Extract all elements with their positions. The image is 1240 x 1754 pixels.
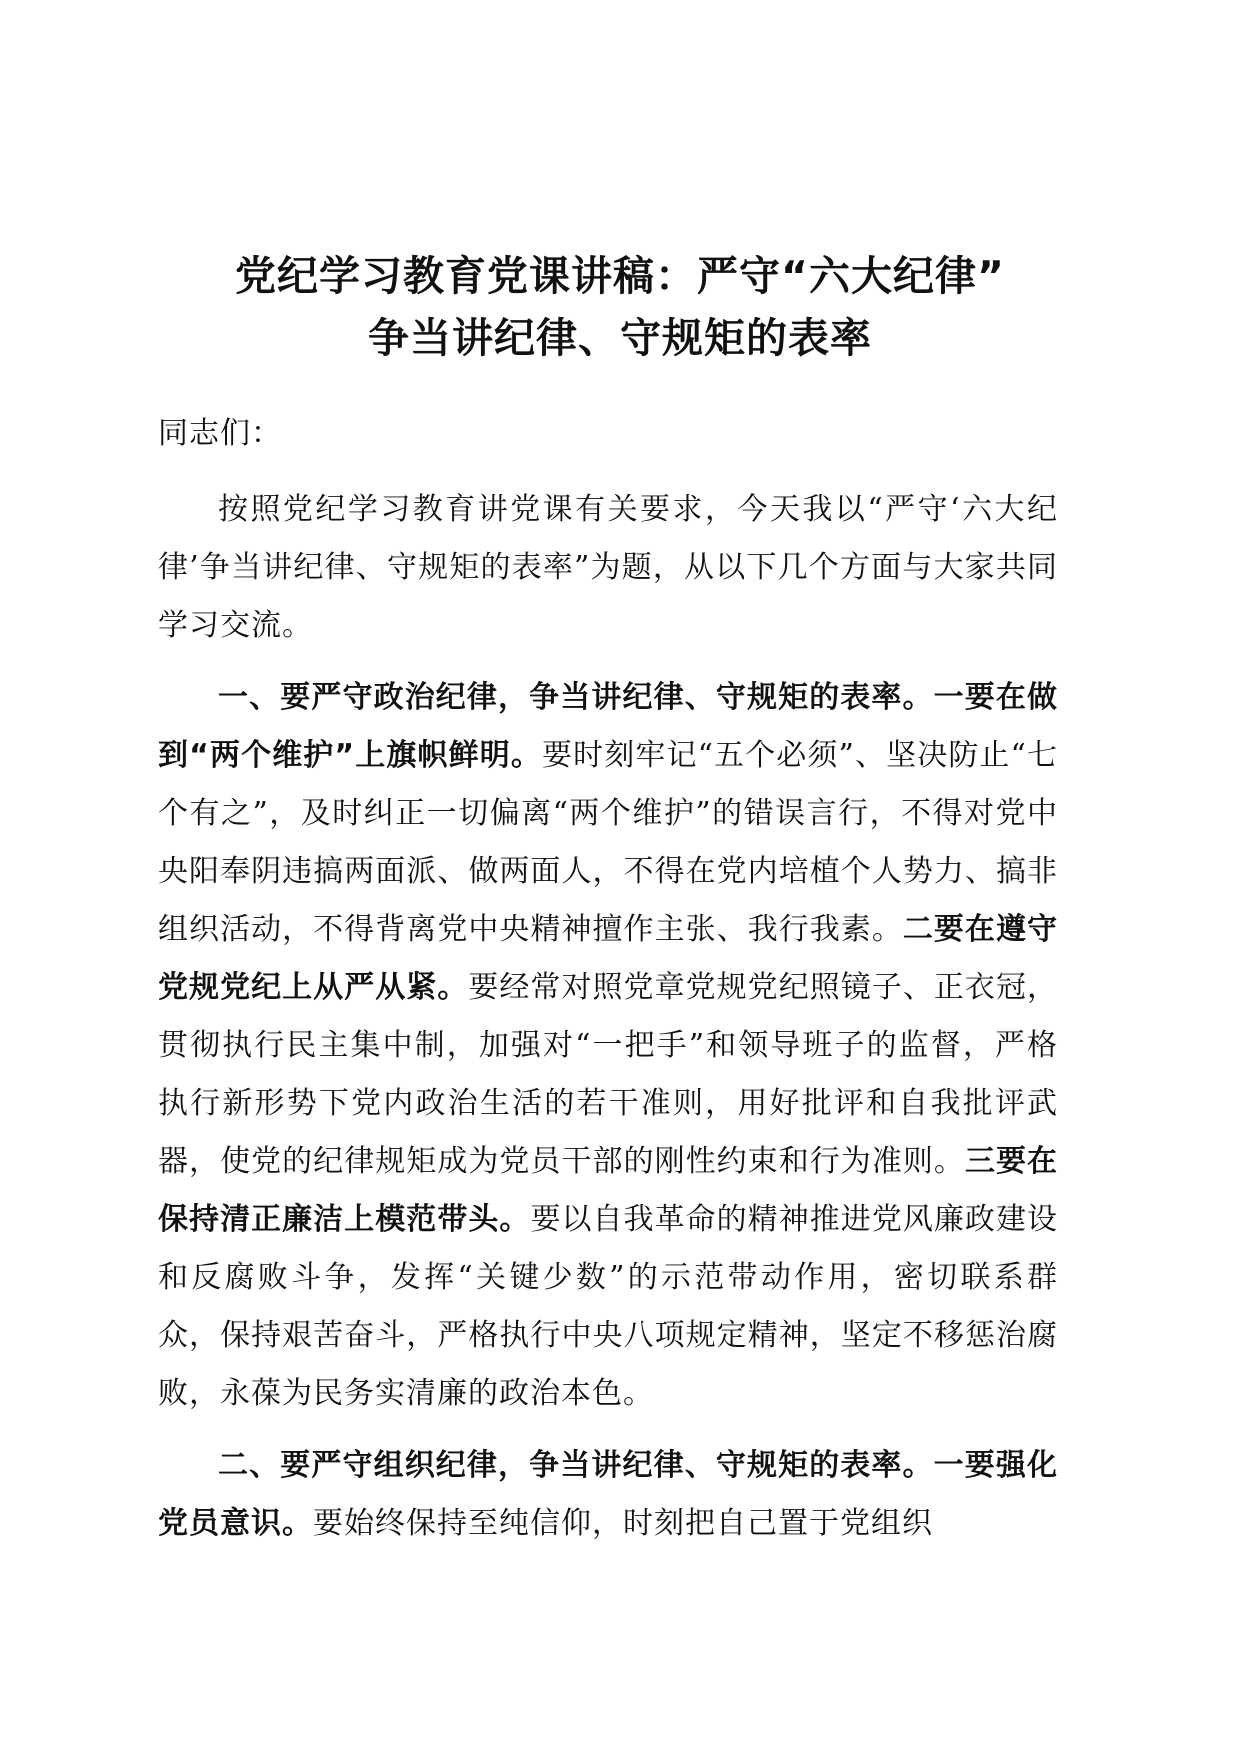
document-title: [140, 245, 1100, 369]
section-1-heading: 一、要严守政治纪律，争当讲纪律、守规矩的表率。: [218, 680, 934, 715]
section-1-point-1-text: 要时刻牢记“五个必须”、坚决防止“七个有之”，及时纠正一切偏离“两个维护”的错误言行，不得对党中央阳奉阴违搞两面派、做两面人，不得在党内培植个人势力、搞非组织活动，不得背离党中央精神擅作主张、我行我素。: [158, 738, 1059, 947]
section-2-heading: 二、要严守组织纪律，争当讲纪律、守规矩的表率。: [218, 1448, 934, 1483]
section-2-paragraph: [158, 1437, 1058, 1553]
section-1-paragraph: [158, 669, 1058, 1423]
section-1-point-3-text: 要以自我革命的精神推进党风廉政建设和反腐败斗争，发挥“关键少数”的示范带动作用，密切联系群众，保持艰苦奋斗，严格执行中央八项规定精神，坚定不移惩治腐败，永葆为民务实清廉的政治本色。: [158, 1202, 1059, 1411]
section-1-point-3-heading: 三要在保持清正廉洁上模范带头。: [158, 1144, 1059, 1237]
section-1-point-2-heading: 二要在遵守党规党纪上从严从紧。: [158, 912, 1059, 1005]
title-line-2: 争当讲纪律、守规矩的表率: [368, 314, 872, 362]
salutation: 同志们：: [158, 416, 282, 451]
section-1-point-1-heading: 一要在做到“两个维护”上旗帜鲜明。: [158, 680, 1059, 773]
intro-paragraph: 按照党纪学习教育讲党课有关要求，今天我以“严守‘六大纪律’争当讲纪律、守规矩的表率”为题，从以下几个方面与大家共同学习交流。: [158, 492, 1058, 643]
title-line-1: 党纪学习教育党课讲稿：严守“六大纪律”: [235, 252, 1005, 300]
section-1-point-2-text: 要经常对照党章党规党纪照镜子、正衣冠，贯彻执行民主集中制，加强对“一把手”和领导班子的监督，严格执行新形势下党内政治生活的若干准则，用好批评和自我批评武器，使党的纪律规矩成为党员干部的刚性约束和行为准则。: [158, 970, 1059, 1179]
section-2-point-1-text: 要始终保持至纯信仰，时刻把自己置于党组织: [313, 1506, 933, 1541]
section-2-point-1-heading: 一要强化党员意识。: [158, 1448, 1059, 1541]
document-body: [158, 405, 1058, 1553]
